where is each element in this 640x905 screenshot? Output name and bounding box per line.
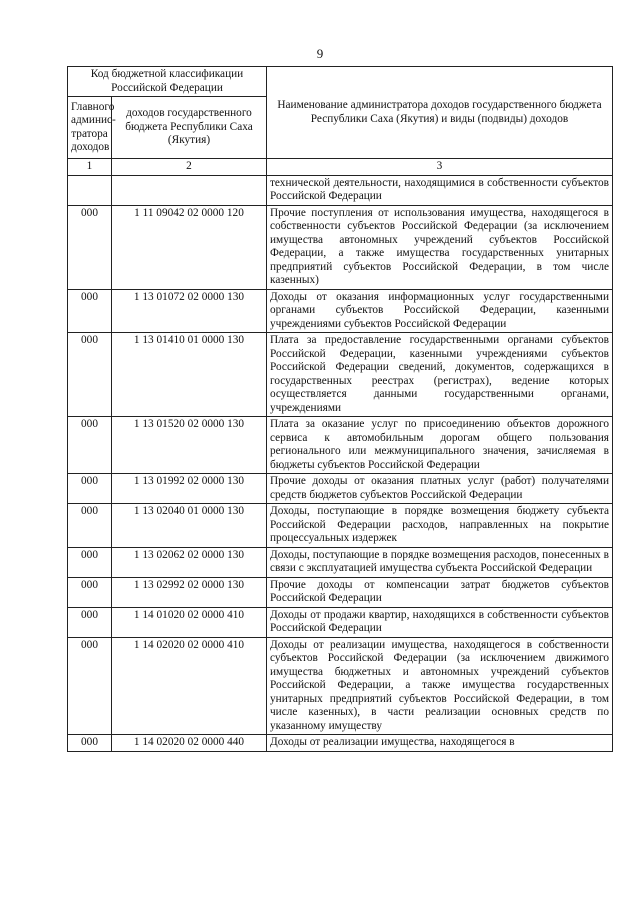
header-col3-title: Наименование администратора доходов государственного бюджета Республики Саха (Якутия) и виды (подвиды) доходов [267, 67, 613, 159]
income-name-cell: Плата за оказание услуг по присоединению объектов дорожного сервиса к автомобильным дорогам общего пользования регионального или межмуниципального значения, зачисляемая в бюджеты субъектов Российской Федерации [267, 417, 613, 474]
column-number: 3 [267, 159, 613, 176]
table-row [68, 289, 613, 333]
column-number: 2 [112, 159, 267, 176]
column-number: 1 [68, 159, 112, 176]
budget-code-cell: 1 11 09042 02 0000 120 [112, 205, 267, 289]
income-name-cell: Прочие поступления от использования имущества, находящегося в собственности субъектов Российской Федерации (за исключением имущества автономных учреждений субъектов Российской Федерации, а также имущества государственных унитарных предприятий субъектов Российской Федерации, в том числе казенных) [267, 205, 613, 289]
budget-code-cell: 1 14 02020 02 0000 440 [112, 735, 267, 752]
budget-code-cell: 1 13 02992 02 0000 130 [112, 577, 267, 607]
table-body [68, 175, 613, 751]
table-row [68, 547, 613, 577]
income-name-cell: Доходы от продажи квартир, находящихся в собственности субъектов Российской Федерации [267, 607, 613, 637]
table-row [68, 333, 613, 417]
admin-code-cell [68, 175, 112, 205]
table-row [68, 577, 613, 607]
budget-code-cell: 1 13 01410 01 0000 130 [112, 333, 267, 417]
budget-code-cell: 1 13 02062 02 0000 130 [112, 547, 267, 577]
admin-code-cell: 000 [68, 607, 112, 637]
admin-code-cell: 000 [68, 333, 112, 417]
admin-code-cell: 000 [68, 417, 112, 474]
page-number: 9 [316, 46, 324, 61]
income-name-cell: Доходы, поступающие в порядке возмещения расходов, понесенных в связи с эксплуатацией имущества субъекта Российской Федерации [267, 547, 613, 577]
income-name-cell: Прочие доходы от компенсации затрат бюджетов субъектов Российской Федерации [267, 577, 613, 607]
table-row [68, 205, 613, 289]
header-col1-title: Главного админис-тратора доходов [68, 97, 112, 159]
admin-code-cell: 000 [68, 735, 112, 752]
income-name-cell: Доходы от реализации имущества, находящегося в [267, 735, 613, 752]
table-row [68, 175, 613, 205]
budget-code-cell: 1 13 01520 02 0000 130 [112, 417, 267, 474]
admin-code-cell: 000 [68, 205, 112, 289]
table-row [68, 504, 613, 548]
header-group-title: Код бюджетной классификации Российской Федерации [68, 67, 267, 97]
budget-classification-table [67, 66, 613, 752]
admin-code-cell: 000 [68, 504, 112, 548]
income-name-cell: технической деятельности, находящимися в собственности субъектов Российской Федерации [267, 175, 613, 205]
admin-code-cell: 000 [68, 637, 112, 735]
table-row [68, 735, 613, 752]
income-name-cell: Доходы, поступающие в порядке возмещения бюджету субъекта Российской Федерации расходов, направленных на покрытие процессуальных издержек [267, 504, 613, 548]
budget-code-cell: 1 14 02020 02 0000 410 [112, 637, 267, 735]
admin-code-cell: 000 [68, 289, 112, 333]
income-name-cell: Плата за предоставление государственными органами субъектов Российской Федерации, казенными учреждениями субъектов Российской Федерации сведений, документов, содержащихся в государственных реестрах (регистрах), ведение которых осуществляется данными государственными органами, учреждениями [267, 333, 613, 417]
header-col2-title: доходов государственного бюджета Республики Саха (Якутия) [112, 97, 267, 159]
income-name-cell: Доходы от реализации имущества, находящегося в собственности субъектов Российской Федерации (за исключением движимого имущества бюджетных и автономных учреждений субъектов Российской Федерации, а также имущества государственных унитарных предприятий субъектов Российской Федерации, в том числе казенных), в части реализации основных средств по указанному имуществу [267, 637, 613, 735]
budget-code-cell [112, 175, 267, 205]
budget-code-cell: 1 14 01020 02 0000 410 [112, 607, 267, 637]
income-name-cell: Доходы от оказания информационных услуг государственными органами субъектов Российской Федерации, казенными учреждениями субъектов Российской Федерации [267, 289, 613, 333]
budget-code-cell: 1 13 01072 02 0000 130 [112, 289, 267, 333]
table-row [68, 607, 613, 637]
table-row [68, 417, 613, 474]
table-row [68, 474, 613, 504]
budget-code-cell: 1 13 01992 02 0000 130 [112, 474, 267, 504]
table-row [68, 637, 613, 735]
admin-code-cell: 000 [68, 547, 112, 577]
admin-code-cell: 000 [68, 577, 112, 607]
budget-code-cell: 1 13 02040 01 0000 130 [112, 504, 267, 548]
income-name-cell: Прочие доходы от оказания платных услуг (работ) получателями средств бюджетов субъектов Российской Федерации [267, 474, 613, 504]
column-numbers-row [68, 159, 613, 176]
admin-code-cell: 000 [68, 474, 112, 504]
table-header [68, 67, 613, 176]
